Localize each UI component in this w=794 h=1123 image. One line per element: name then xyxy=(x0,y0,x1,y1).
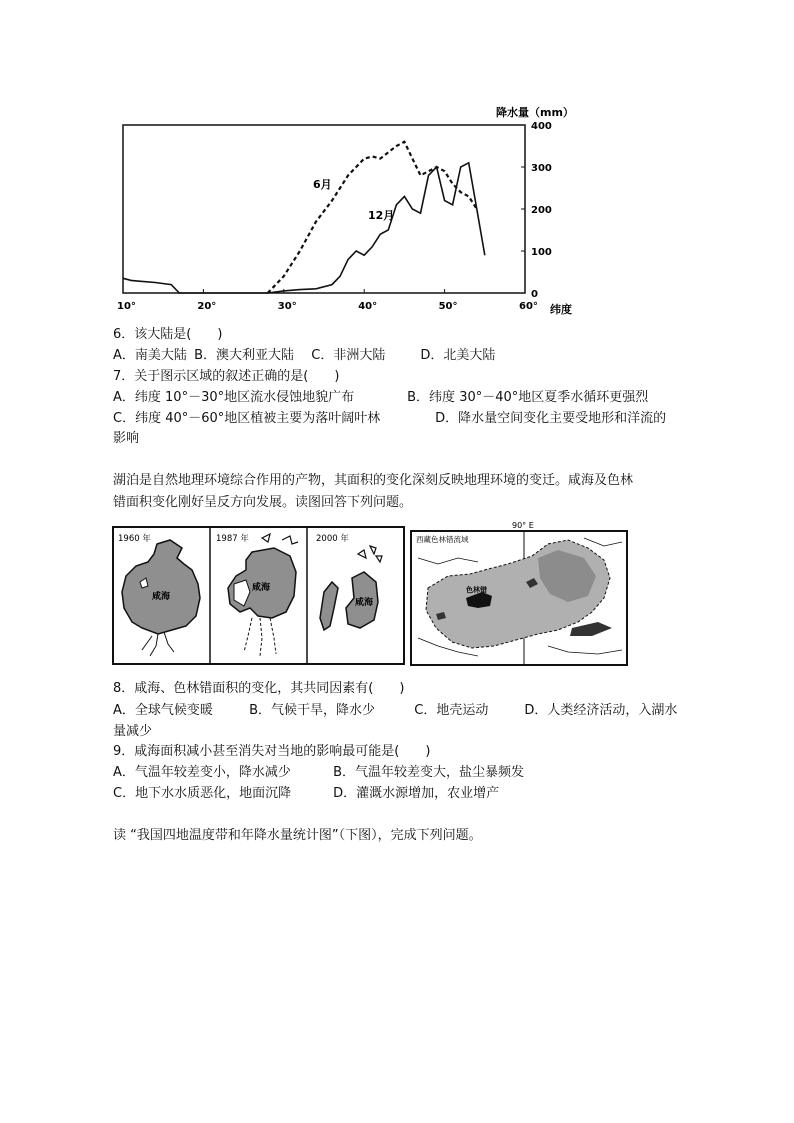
q8-stem: 8．咸海、色林错面积的变化，其共同因素有( ) xyxy=(113,681,405,696)
y-tick-label: 100 xyxy=(531,247,552,258)
q7-option-d[interactable]: D．降水量空间变化主要受地形和洋流的 xyxy=(435,411,667,426)
x-tick-label: 60° xyxy=(519,301,538,312)
december-series-label: 12月 xyxy=(368,209,395,222)
selin-co-basin-map xyxy=(408,518,632,668)
y-tick-label: 400 xyxy=(531,121,552,132)
aral-1960-lake-name: 咸海 xyxy=(152,592,171,602)
x-tick-label: 10° xyxy=(117,301,136,312)
aral-2000-lake-name: 咸海 xyxy=(355,598,374,608)
y-tick-label: 0 xyxy=(531,289,538,300)
q8-option-c[interactable]: C．地壳运动 xyxy=(414,703,489,718)
q7-option-d-continued: 影响 xyxy=(113,431,140,446)
q6-options xyxy=(113,347,495,365)
year-2000-label: 2000 年 xyxy=(316,534,349,544)
q7-option-b[interactable]: B．纬度 30°－40°地区夏季水循环更强烈 xyxy=(407,390,649,405)
final-instruction: 读 “我国四地温度带和年降水量统计图”（下图），完成下列问题。 xyxy=(113,828,482,843)
intro-paragraph-line-2: 错面积变化刚好呈反方向发展。读图回答下列问题。 xyxy=(113,495,413,510)
q8-options xyxy=(113,702,677,720)
x-axis-label: 纬度 xyxy=(550,303,572,316)
y-tick-label: 300 xyxy=(531,163,552,174)
aral-sea-maps xyxy=(112,526,406,666)
x-tick-label: 20° xyxy=(197,301,217,312)
q7-stem: 7．关于图示区域的叙述正确的是( ) xyxy=(113,369,340,384)
q9-stem: 9．咸海面积减小甚至消失对当地的影响最可能是( ) xyxy=(113,744,431,759)
y-tick-label: 200 xyxy=(531,205,552,216)
y-axis-unit-label: 降水量（mm） xyxy=(496,106,574,119)
q8-option-b[interactable]: B．气候干旱，降水少 xyxy=(249,703,376,718)
june-series-label: 6月 xyxy=(313,178,332,191)
x-tick-label: 30° xyxy=(277,301,297,312)
q8-option-a[interactable]: A．全球气候变暖 xyxy=(113,703,213,718)
q7-option-c[interactable]: C．纬度 40°－60°地区植被主要为落叶阔叶林 xyxy=(113,411,381,426)
precipitation-chart xyxy=(100,100,580,320)
q7-option-a[interactable]: A．纬度 10°－30°地区流水侵蚀地貌广布 xyxy=(113,390,355,405)
x-tick-label: 40° xyxy=(358,301,378,312)
q6-stem: 6．该大陆是( ) xyxy=(113,327,223,342)
q6-option-c[interactable]: C．非洲大陆 xyxy=(311,348,386,363)
q9-option-d[interactable]: D．灌溉水源增加，农业增产 xyxy=(333,786,500,801)
q6-option-b[interactable]: B．澳大利亚大陆 xyxy=(194,348,295,363)
q9-option-a[interactable]: A．气温年较差变小，降水减少 xyxy=(113,765,291,780)
q9-row-1 xyxy=(113,764,524,782)
q9-row-2 xyxy=(113,785,499,803)
december-precipitation-line xyxy=(123,163,485,293)
q9-option-b[interactable]: B．气温年较差变大，盐尘暴频发 xyxy=(333,765,525,780)
meridian-90e-label: 90° E xyxy=(512,521,534,530)
aral-1987-lake-name: 咸海 xyxy=(252,583,271,593)
plot-frame xyxy=(123,125,525,293)
q6-option-d[interactable]: D．北美大陆 xyxy=(420,348,496,363)
q6-option-a[interactable]: A．南美大陆 xyxy=(113,348,187,363)
x-tick-label: 50° xyxy=(438,301,458,312)
q7-row-2 xyxy=(113,410,666,428)
intro-paragraph-line-1: 湖泊是自然地理环境综合作用的产物，其面积的变化深刻反映地理环境的变迁。咸海及色林 xyxy=(113,473,634,488)
q8-option-d-continued: 量减少 xyxy=(113,724,153,739)
selin-co-label: 色林错 xyxy=(466,586,487,594)
year-1960-label: 1960 年 xyxy=(118,534,151,544)
q7-row-1 xyxy=(113,389,648,407)
q8-option-d[interactable]: D．人类经济活动，入湖水 xyxy=(524,703,678,718)
selin-map-title: 西藏色林错流域 xyxy=(416,535,469,544)
year-1987-label: 1987 年 xyxy=(216,534,249,544)
q9-option-c[interactable]: C．地下水水质恶化，地面沉降 xyxy=(113,786,292,801)
